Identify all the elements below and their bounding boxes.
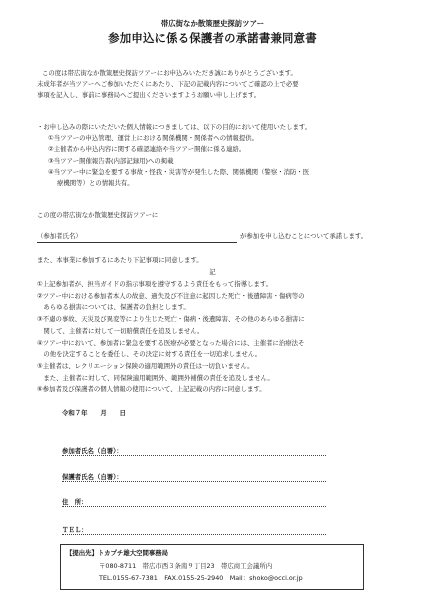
participant-name-line[interactable] <box>37 242 237 243</box>
term-item: の他を決定することを委任し、その決定に対する責任を一切追求しません。 <box>37 350 262 358</box>
guardian-signature-line[interactable] <box>62 481 326 482</box>
intro-line-3: 事項を記入し、事前に事務局へご提出くださいますようお願い申し上げます。 <box>37 91 261 99</box>
term-item: 関して、主催者に対して一切賠償責任を追及しません。 <box>37 327 204 335</box>
participant-name-label: （参加者氏名） <box>37 232 82 240</box>
term-item: また、主催者に対して、同保険適用範囲外、範囲外補償の責任を追及しません。 <box>37 374 274 382</box>
document-title: 参加申込に係る保護者の承諾書兼同意書 <box>108 31 317 45</box>
date-field: 令和７年 月 日 <box>62 409 126 417</box>
term-item: ⑥参加者及び保護者の個人情報の使用について、上記記載の内容に同意します。 <box>37 385 266 393</box>
privacy-item: ④当ツアー中に緊急を要する事故・怪我・災害等が発生した際、関係機関（警察・消防・医 <box>48 168 310 176</box>
term-item: ②ツアー中における参加者本人の故意、過失及び不注意に起因した死亡・後遺障害・傷病等の <box>37 292 305 300</box>
privacy-item: ③当ツアー開催報告書(内部記録用)への掲載 <box>48 157 174 165</box>
address-line[interactable] <box>62 506 326 507</box>
term-item: ③不慮の事故、天災及び異変等により生じた死亡・傷病・後遺障害、その他のあらゆる損害に <box>37 315 305 323</box>
privacy-lead: ・お申し込みの際にいただいた個人情報につきましては、以下の目的において使用いたします。 <box>37 123 312 131</box>
consent-line-2: が参加を申し込むことについて承諾します。 <box>240 232 368 240</box>
submission-address: 〒080-8711 帯広市西３条南９丁目23 帯広商工会議所内 <box>99 562 273 570</box>
tel-label: ＴＥＬ： <box>62 526 88 534</box>
consent-line-1: この度の帯広街なか散策歴史探訪ツアーに <box>37 211 159 219</box>
consent-line-3: また、本事業に参加するにあたり下記事項に同意します。 <box>37 256 203 264</box>
document-subtitle: 帯広街なか散策歴史探訪ツアー <box>160 19 265 28</box>
term-item: あらゆる損害については、保護者の負担とします。 <box>37 303 190 311</box>
term-item: ④ツアー中において、参加者に緊急を要する医療が必要となった場合には、主催者に治療法そ <box>37 339 305 347</box>
participant-signature-label: 参加者氏名（自署）： <box>62 447 123 455</box>
ki-heading: 記 <box>209 268 216 276</box>
privacy-item: ②主催者から申込内容に関する確認連絡や当ツアー開催に係る連絡。 <box>48 145 246 153</box>
term-item: ①上記参加者が、担当ガイドの指示事項を遵守するよう責任をもって指導します。 <box>37 280 273 288</box>
submission-label: 【提出先】トカプチ雄大空間事務局 <box>66 549 169 557</box>
submission-contact: TEL.0155-67-7381 FAX.0155-25-2940 Mail：shoko@occi.or.jp <box>99 574 303 582</box>
privacy-item-continued: 療機関等）との情報共有。 <box>57 179 134 187</box>
address-label: 住 所： <box>62 498 88 506</box>
participant-signature-line[interactable] <box>62 455 326 456</box>
intro-line-1: この度は帯広街なか散策歴史探訪ツアーにお申込みいただき誠にありがとうございます。 <box>42 69 297 77</box>
tel-line[interactable] <box>62 534 326 535</box>
guardian-signature-label: 保護者氏名（自署）： <box>62 473 123 481</box>
intro-line-2: 未成年者が当ツアーへご参加いただくにあたり、下記の記載内容についてご確認の上で必要 <box>37 80 299 88</box>
term-item: ⑤主催者は、レクリエーション保険の適用範囲外の責任は一切負いません。 <box>37 362 254 370</box>
privacy-item: ①当ツアーの申込管理、運営上における関係機関・関係者への情報提供。 <box>48 134 259 142</box>
